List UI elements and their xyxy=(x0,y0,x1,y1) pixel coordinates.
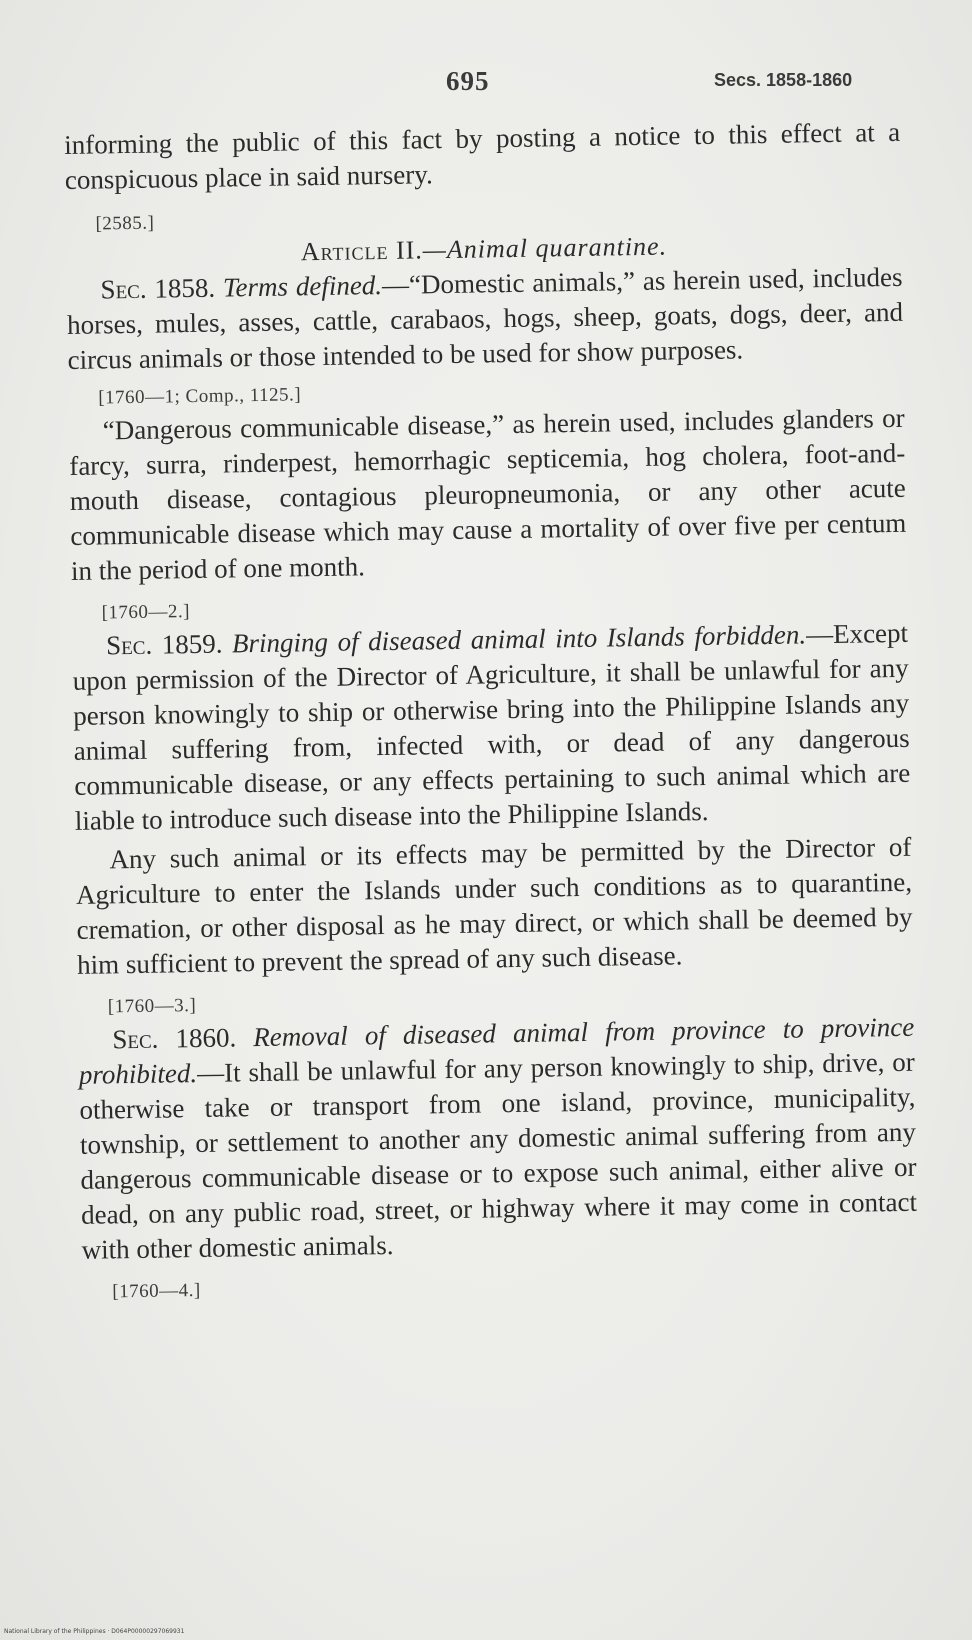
article-title: —Animal quarantine. xyxy=(422,231,668,265)
paragraph-any-such-animal: Any such animal or its effects may be permitted by the Director of Agriculture to enter the Islands under such conditions as to quarantine, cremation, or other disposal as he may direct, or which shall be deemed by him sufficient to prevent the spread of any such disease. xyxy=(75,831,913,980)
paragraph-continuation: informing the public of this fact by posting a notice to this effect at a conspicuous place in said nursery. xyxy=(64,116,901,195)
section-label: Sec. 1860. xyxy=(112,1022,237,1055)
section-1858 xyxy=(66,260,904,378)
paragraph-dangerous-disease: “Dangerous communicable disease,” as herein used, includes glanders or farcy, surra, rinderpest, hemorrhagic septicemia, hog cholera, foot-and-mouth disease, contagious pleuropneumonia, or any other acute communicable disease which may cause a mortality of over five per centum in the period of one month. xyxy=(69,402,907,586)
section-1860 xyxy=(78,1010,918,1268)
scan-credit: National Library of the Philippines · D064P00000297069931 xyxy=(4,1628,185,1635)
article-label: Article II. xyxy=(300,235,424,267)
citation: [1760—4.] xyxy=(112,1279,201,1303)
body-text xyxy=(64,115,918,1306)
running-head-sections: Secs. 1858-1860 xyxy=(714,70,853,90)
section-title: Terms defined. xyxy=(222,270,383,303)
section-label: Sec. 1859. xyxy=(105,628,223,661)
citation: [1760—1; Comp., 1125.] xyxy=(98,384,302,409)
section-label: Sec. 1858. xyxy=(100,272,216,305)
section-text: —It shall be unlawful for any person knowingly to ship, drive, or otherwise take or transport from one island, province, municipality, township, or settlement to another any domestic animal suffering from any dangerous communicable disease or to expose such animal, either alive or dead, on any public road, street, or highway where it may come in contact with other domestic animals. xyxy=(79,1046,918,1265)
section-text: —“Domestic animals,” as herein used, includes horses, mules, asses, cattle, carabaos, hogs, sheep, goats, dogs, deer, and circus animals or those intended to be used for show purposes. xyxy=(66,261,904,375)
citation: [1760—2.] xyxy=(101,601,191,624)
section-title: Removal of diseased animal from province to province prohibited. xyxy=(78,1011,915,1090)
section-1859 xyxy=(72,616,911,839)
section-title: Bringing of diseased animal into Islands forbidden. xyxy=(231,619,807,659)
page-number: 695 xyxy=(446,66,490,96)
section-text: —Except upon permission of the Director of Agriculture, it shall be unlawful for any person knowingly to ship or otherwise bring into the Philippine Islands any animal suffering from, infected with, or dead of any dangerous communicable disease, or any effects pertaining to such animal which are liable to introduce such disease into the Philippine Islands. xyxy=(72,617,911,836)
citation: [2585.] xyxy=(95,212,155,235)
citation: [1760—3.] xyxy=(107,995,197,1018)
